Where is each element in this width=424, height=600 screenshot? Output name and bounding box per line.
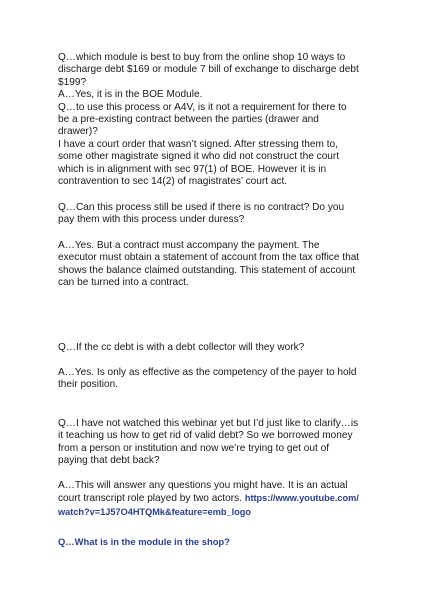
text-line: paying that debt back? — [58, 455, 160, 467]
question-block-3 — [58, 342, 378, 354]
text-line: A…Yes. But a contract must accompany the payment. The — [58, 240, 320, 251]
final-question-text: Q…What is in the module in the shop? — [58, 536, 230, 547]
text-line: A…Yes, it is in the BOE Module. — [58, 89, 203, 101]
text-line: I have a court order that wasn’t signed. After stressing them to, — [58, 138, 338, 150]
answer-block-4 — [58, 480, 378, 519]
text-line: from a person or institution and now we’re trying to get out of — [58, 442, 329, 454]
text-line — [58, 506, 378, 519]
final-question — [58, 536, 378, 548]
text-line: $199? — [58, 76, 87, 88]
text-line: drawer)? — [58, 126, 98, 138]
text-line: it teaching us how to get rid of valid debt? So we borrowed money — [58, 430, 353, 442]
text-line: Q…If the cc debt is with a debt collector will they work? — [58, 342, 305, 353]
text-line: Q…to use this process or A4V, is it not a requirement for there to — [58, 101, 347, 113]
text-line: their position. — [58, 379, 119, 391]
text-line — [58, 492, 378, 505]
text-line: A…Yes. Is only as effective as the competency of the payer to hold — [58, 367, 357, 378]
text-line: be a pre-existing contract between the parties (drawer and — [58, 114, 319, 126]
answer-block-3 — [58, 367, 378, 392]
text-line: Q…which module is best to buy from the online shop 10 ways to — [58, 52, 346, 63]
text-line: shows the balance claimed outstanding. This statement of account — [58, 264, 356, 276]
text-line: discharge debt $169 or module 7 bill of exchange to discharge debt — [58, 64, 359, 76]
answer-block-2 — [58, 240, 378, 290]
text-line: which is in alignment with sec 97(1) of BOE. However it is in — [58, 163, 327, 175]
text-line: Q…Can this process still be used if there is no contract? Do you — [58, 202, 345, 213]
text-line: contravention to sec 14(2) of magistrates’ court act. — [58, 176, 288, 188]
text-line: pay them with this process under duress? — [58, 214, 245, 226]
question-block-4 — [58, 418, 378, 468]
text-line: executor must obtain a statement of account from the tax office that — [58, 252, 360, 264]
text-line: can be turned into a contract. — [58, 277, 189, 289]
text-line: Q…I have not watched this webinar yet but I’d just like to clarify…is — [58, 418, 359, 429]
text-line: A…This will answer any questions you might have. It is an actual — [58, 480, 348, 491]
qa-block-1 — [58, 52, 378, 188]
youtube-link-continued[interactable]: watch?v=1J57O4HTQMk&feature=emb_logo — [58, 506, 252, 517]
youtube-link[interactable]: https://www.youtube.com/ — [244, 493, 359, 504]
text-fragment: court transcript role played by two actors. — [58, 493, 245, 505]
question-block-2 — [58, 202, 378, 227]
text-line: some other magistrate signed it who did not construct the court — [58, 151, 340, 163]
